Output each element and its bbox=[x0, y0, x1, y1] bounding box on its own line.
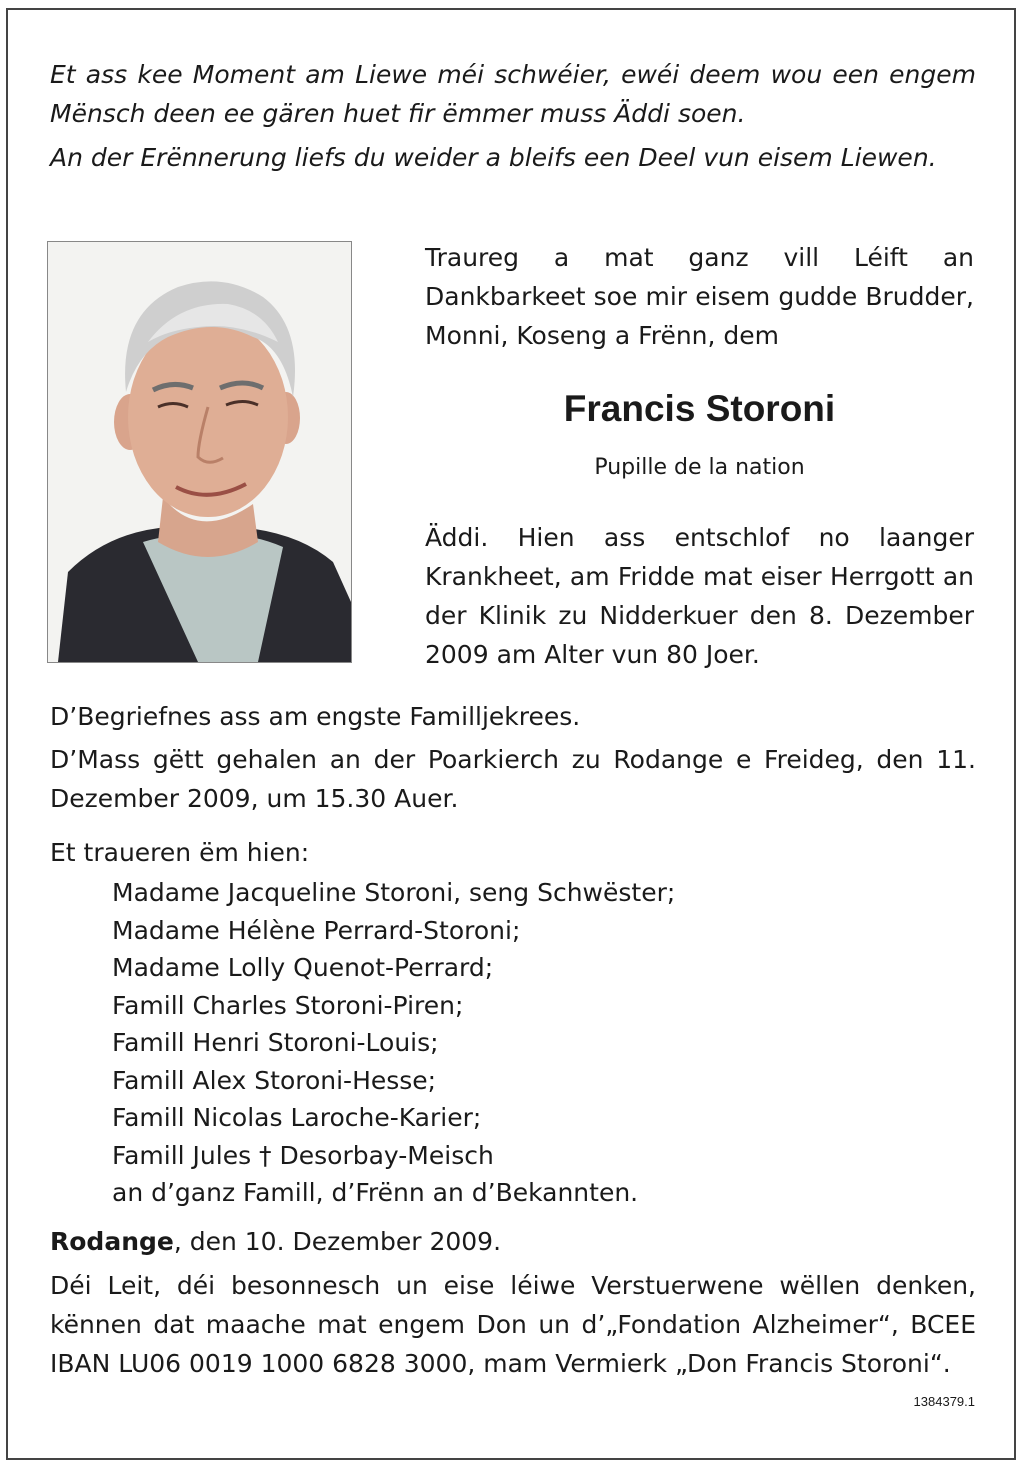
portrait-illustration bbox=[48, 242, 351, 662]
mourner-item: Famill Nicolas Laroche-Karier; bbox=[112, 1103, 482, 1132]
notice-date: , den 10. Dezember 2009. bbox=[173, 1227, 502, 1256]
death-notice-text: Äddi. Hien ass entschlof no laanger Krankheet, am Fridde mat eiser Herrgott an der Klinik zu Nidderkuer den 8. Dezember 2009 am Alter vun 80 Joer. bbox=[425, 523, 974, 669]
reference-number: 1384379.1 bbox=[913, 1394, 975, 1409]
mourner-item: Madame Hélène Perrard-Storoni; bbox=[112, 915, 521, 945]
deceased-name: Francis Storoni bbox=[563, 388, 836, 429]
mass-info-line: D’Mass gëtt gehalen an der Poarkierch zu Rodange e Freideg, den 11. Dezember 2009, um 15.30 Auer. bbox=[50, 745, 976, 813]
deceased-subtitle: Pupille de la nation bbox=[594, 455, 805, 480]
place-date-line bbox=[50, 1222, 976, 1261]
mourner-item: Madame Lolly Quenot-Perrard; bbox=[112, 953, 494, 982]
mourner-item: Famill Jules † Desorbay-Meisch bbox=[112, 1140, 494, 1170]
mourners-list bbox=[112, 874, 675, 1212]
mourner-item: Famill Henri Storoni-Louis; bbox=[112, 1028, 439, 1057]
quote-line-2: An der Erënnerung liefs du weider a bleifs een Deel vun eisem Liewen. bbox=[50, 143, 937, 172]
mourner-item: Madame Jacqueline Storoni, seng Schwëster; bbox=[112, 878, 676, 907]
quote-line-1: Et ass kee Moment am Liewe méi schwéier, ewéi deem wou een engem Mënsch deen ee gären huet fir ëmmer muss Äddi soen. bbox=[50, 60, 976, 128]
burial-family-line: D’Begriefnes ass am engste Familljekrees. bbox=[50, 702, 581, 731]
mourner-item: Famill Alex Storoni-Hesse; bbox=[112, 1065, 437, 1095]
place-name: Rodange bbox=[50, 1227, 174, 1256]
donation-text: Déi Leit, déi besonnesch un eise léiwe Verstuerwene wëllen denken, kënnen dat maache mat engem Don un d’„Fondation Alzheimer“, BCEE IBAN LU06 0019 1000 6828 3000, mam Vermierk „Don Francis Storoni“. bbox=[50, 1271, 976, 1378]
mourner-item: an d’ganz Famill, d’Frënn an d’Bekannten. bbox=[112, 1178, 639, 1207]
mourners-intro: Et traueren ëm hien: bbox=[50, 838, 310, 867]
portrait-photo bbox=[47, 241, 352, 663]
intro-text: Traureg a mat ganz vill Léift an Dankbarkeet soe mir eisem gudde Brudder, Monni, Koseng a Frënn, dem bbox=[425, 243, 974, 350]
mourner-item: Famill Charles Storoni-Piren; bbox=[112, 990, 464, 1020]
